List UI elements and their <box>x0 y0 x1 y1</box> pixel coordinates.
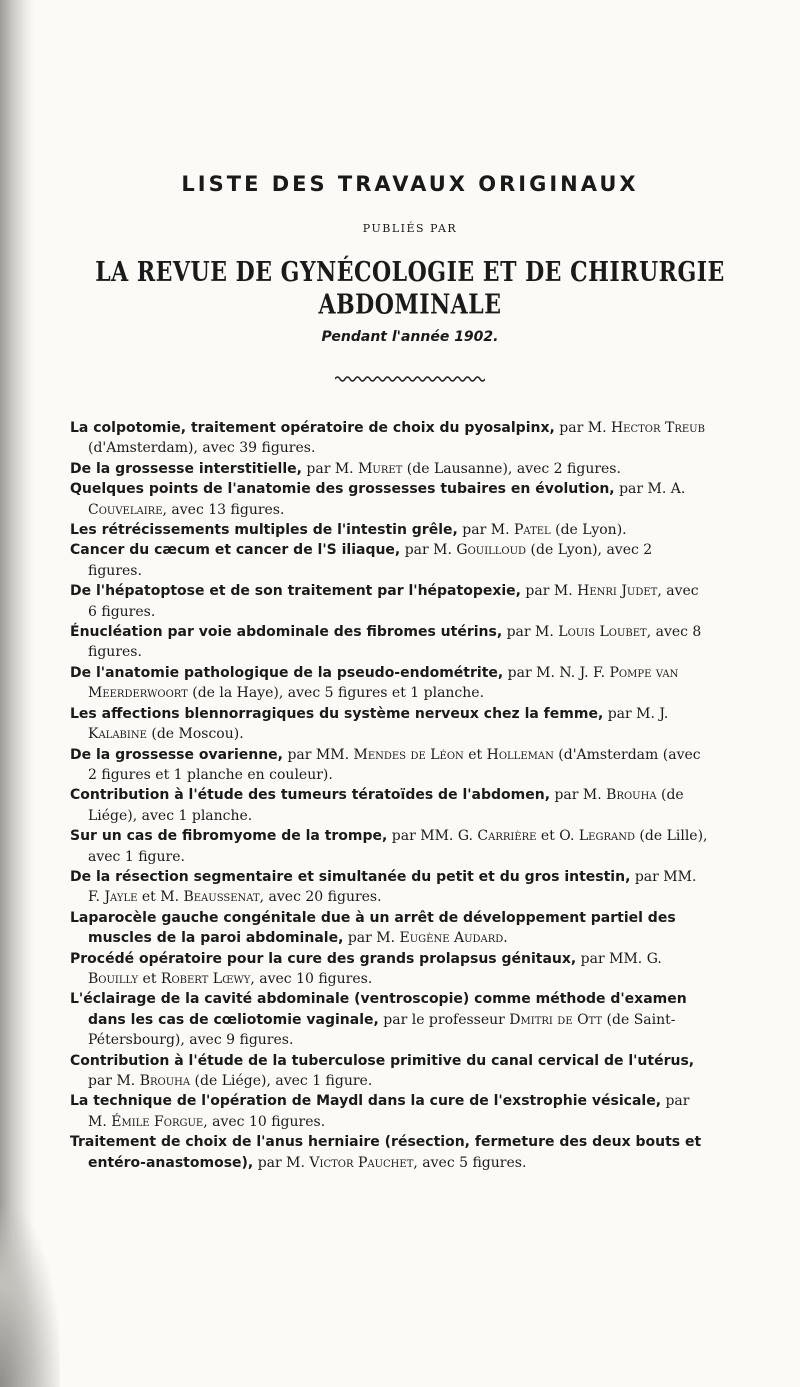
work-details: , avec 10 figures. <box>250 970 373 987</box>
work-author: Kalabine <box>88 726 147 743</box>
works-list <box>70 418 710 1173</box>
work-byline: par M. <box>457 522 514 539</box>
list-item <box>70 459 710 479</box>
list-item <box>70 1132 710 1173</box>
work-author: Brouha <box>139 1073 191 1089</box>
list-item <box>70 785 710 826</box>
work-byline: par MM. F. <box>88 868 697 906</box>
work-author: Mendes de Léon <box>353 746 464 763</box>
work-author: Muret <box>358 460 403 477</box>
work-byline: par M. <box>502 624 559 641</box>
work-author: Victor Pauchet <box>309 1154 414 1171</box>
work-details: (de Liége), avec 1 figure. <box>190 1073 373 1089</box>
work-author: Patel <box>513 522 551 539</box>
work-byline-join: et M. <box>137 889 184 906</box>
work-byline: par M. <box>400 542 457 559</box>
work-title: Procédé opératoire pour la cure des grands prolapsus génitaux, <box>70 950 577 967</box>
list-item <box>70 989 710 1050</box>
work-details: (de Lyon). <box>550 522 627 539</box>
page-corner-shadow <box>0 1207 60 1387</box>
list-item <box>70 622 710 663</box>
work-title: La colpotomie, traitement opératoire de choix du pyosalpinx, <box>70 420 555 436</box>
work-details: (de Lausanne), avec 2 figures. <box>402 460 621 477</box>
work-details: , avec 10 figures. <box>203 1113 326 1130</box>
work-byline-join: et <box>138 970 161 987</box>
work-title: Quelques points de l'anatomie des grossesses tubaires en évolution, <box>70 481 615 498</box>
work-byline: par M. <box>554 420 611 436</box>
work-byline: par M. <box>301 460 359 477</box>
work-title: Les rétrécissements multiples de l'intestin grêle, <box>70 522 458 539</box>
work-title: Contribution à l'étude de la tuberculose primitive du canal cervical de l'utérus, <box>70 1052 695 1069</box>
work-details: (de Lille), avec 1 figure. <box>88 828 708 865</box>
list-item <box>70 418 710 459</box>
work-byline: par M. <box>550 787 607 804</box>
work-title: Sur un cas de fibromyome de la trompe, <box>70 828 388 845</box>
period-line: Pendant l'année 1902. <box>321 329 499 345</box>
work-author: Carrière <box>477 828 537 845</box>
work-author: Dmitri de Ott <box>509 1011 603 1028</box>
work-author: Émile Forgue <box>111 1113 204 1130</box>
work-title: Traitement de choix de l'anus herniaire (résection, fermeture des deux bouts et entéro-anastomose), <box>70 1134 702 1171</box>
work-title: De l'anatomie pathologique de la pseudo-endométrite, <box>70 664 504 681</box>
work-author: Henri Judet <box>577 583 658 600</box>
work-details: (d'Amsterdam (avec 2 figures et 1 planche en couleur). <box>88 746 701 783</box>
journal-title: LA REVUE DE GYNÉCOLOGIE ET DE CHIRURGIE ABDOMINALE <box>95 256 725 321</box>
work-author-2: Beaussenat <box>183 889 260 906</box>
work-details: (de Moscou). <box>146 726 244 743</box>
list-item <box>70 867 710 908</box>
work-byline: par MM. G. <box>387 828 478 845</box>
work-details: , avec 6 figures. <box>88 583 699 620</box>
work-title: Laparocèle gauche congénitale due à un arrêt de développement partiel des muscles de la paroi abdominale, <box>70 909 676 947</box>
work-byline: par M. <box>520 583 578 600</box>
work-byline: par M. A. <box>614 481 686 498</box>
work-title: Contribution à l'étude des tumeurs tératoïdes de l'abdomen, <box>70 787 551 804</box>
work-details: , avec 8 figures. <box>88 624 702 661</box>
work-details: (de la Haye), avec 5 figures et 1 planche. <box>187 685 485 702</box>
work-title: La technique de l'opération de Maydl dans la cure de l'exstrophie vésicale, <box>70 1093 662 1110</box>
work-author: Gouilloud <box>456 542 527 559</box>
list-item <box>70 581 710 622</box>
list-item <box>70 663 710 704</box>
list-item <box>70 826 710 867</box>
list-item <box>70 1051 710 1092</box>
work-author: Pompe van Meerderwoort <box>88 664 679 702</box>
work-author: Louis Loubet <box>558 624 647 641</box>
work-title: Cancer du cæcum et cancer de l'S iliaque, <box>70 542 401 559</box>
work-title: De la résection segmentaire et simultanée du petit et du gros intestin, <box>70 868 631 885</box>
work-details: , avec 5 figures. <box>413 1154 527 1171</box>
work-author-2: Holleman <box>486 746 554 763</box>
work-details: (de Lyon), avec 2 figures. <box>88 542 653 579</box>
list-item <box>70 479 710 520</box>
work-byline: par MM. G. <box>576 950 662 967</box>
list-item <box>70 745 710 786</box>
work-byline: par M. <box>88 1093 690 1130</box>
list-item <box>70 949 710 990</box>
work-byline: par M. N. J. F. <box>503 664 610 681</box>
published-by: PUBLIÉS PAR <box>362 222 458 235</box>
list-item <box>70 1091 710 1132</box>
work-details: , avec 13 figures. <box>162 501 285 518</box>
work-details: (d'Amsterdam), avec 39 figures. <box>88 440 316 457</box>
main-title: LISTE DES TRAVAUX ORIGINAUX <box>181 172 639 196</box>
work-author-2: Legrand <box>578 828 635 845</box>
work-byline-join: et <box>463 746 487 763</box>
work-byline-join: et O. <box>536 828 579 845</box>
work-details: (de Saint-Pétersbourg), avec 9 figures. <box>88 1011 676 1049</box>
work-byline: par M. <box>88 1073 140 1089</box>
work-title: Les affections blennorragiques du système nerveux chez la femme, <box>70 705 604 722</box>
work-author: Hector Treub <box>610 420 705 436</box>
work-byline: par M. <box>343 930 400 947</box>
work-author: Brouha <box>606 787 657 804</box>
work-author-2: Robert Lœwy <box>160 970 251 987</box>
work-author: Couvelaire <box>88 501 163 518</box>
work-details: (de Liége), avec 1 planche. <box>88 787 684 824</box>
work-details: , avec 20 figures. <box>259 889 382 906</box>
work-title: De la grossesse ovarienne, <box>70 746 283 763</box>
work-author: Eugène Audard <box>399 930 504 947</box>
work-author: Jayle <box>104 889 138 906</box>
work-byline: par MM. <box>283 746 354 763</box>
work-title: Énucléation par voie abdominale des fibromes utérins, <box>70 624 503 641</box>
work-title: De la grossesse interstitielle, <box>70 460 302 477</box>
list-item <box>70 540 710 581</box>
work-byline: par M. <box>253 1154 310 1171</box>
work-author: Bouilly <box>88 970 139 987</box>
work-title: L'éclairage de la cavité abdominale (ventroscopie) comme méthode d'examen dans les cas de cœliotomie vaginale, <box>70 991 687 1028</box>
work-byline: par le professeur <box>378 1011 510 1028</box>
work-details: . <box>503 930 508 947</box>
wavy-divider <box>335 375 485 383</box>
work-title: De l'hépatoptose et de son traitement par l'hépatopexie, <box>70 583 521 600</box>
list-item <box>70 520 710 540</box>
list-item <box>70 704 710 745</box>
work-byline: par M. J. <box>603 705 669 722</box>
list-item <box>70 908 710 949</box>
page-binding-shadow <box>0 0 34 1387</box>
